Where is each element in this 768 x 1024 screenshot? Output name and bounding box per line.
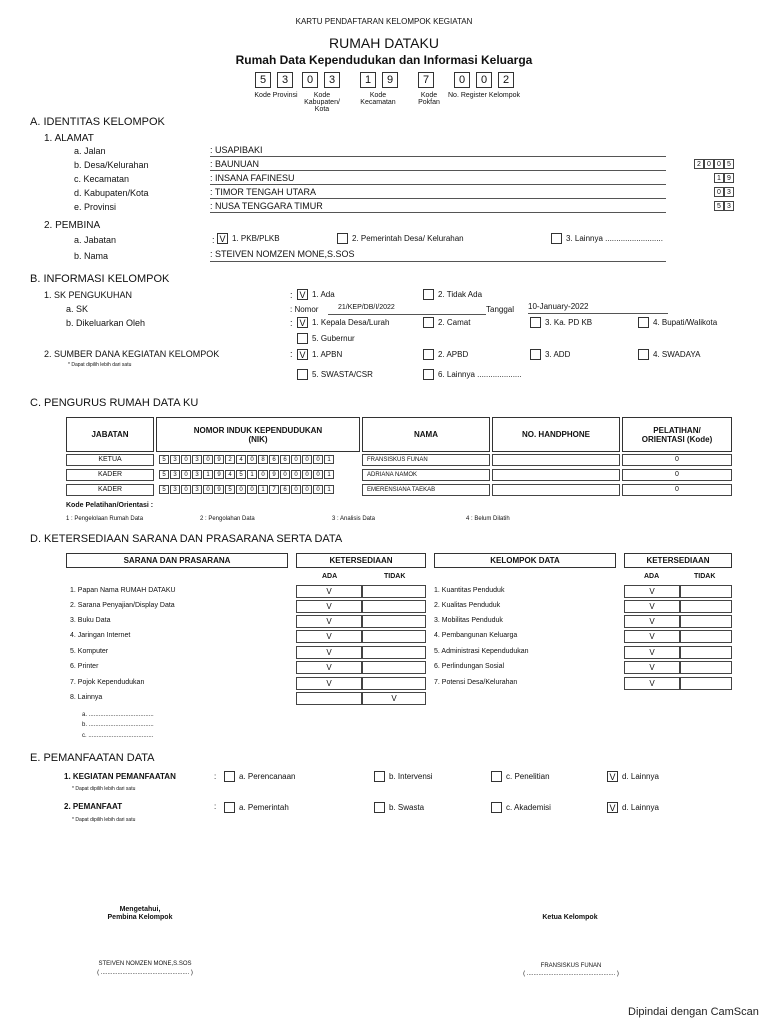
dikeluarkan-label: b. Dikeluarkan Oleh xyxy=(66,318,146,328)
nik-digit: 0 xyxy=(280,470,290,479)
pengurus-hp-0[interactable] xyxy=(492,454,620,466)
jabatan-label-1: 1. PKB/PLKB xyxy=(232,234,280,243)
reg-code-digit: 0 xyxy=(476,72,492,88)
pengurus-jabatan-1: KADER xyxy=(66,469,154,481)
kegiatan-checkbox-2[interactable] xyxy=(374,771,385,782)
label-kode-kecamatan: Kode Kecamatan xyxy=(360,92,396,106)
nik-digit: 9 xyxy=(214,485,224,494)
kelompok-tidak-3[interactable] xyxy=(680,630,732,643)
nik-digit: 0 xyxy=(291,470,301,479)
kode-item-1: 1 : Pengelolaan Rumah Data xyxy=(66,516,144,522)
nik-digit: 6 xyxy=(280,455,290,464)
nik-digit: 0 xyxy=(302,485,312,494)
alamat-code-1 xyxy=(694,159,734,169)
dikeluarkan-colon: : xyxy=(290,318,293,328)
nik-digit: 3 xyxy=(170,455,180,464)
dikeluarkan-checkbox-4[interactable] xyxy=(638,317,649,328)
nik-digit: 0 xyxy=(302,470,312,479)
label-kode-desa: Kode Pokfan xyxy=(418,92,440,106)
pemanfaat-label-3: c. Akademisi xyxy=(506,803,551,812)
nik-digit: 7 xyxy=(269,485,279,494)
dikeluarkan-checkbox-5[interactable] xyxy=(297,333,308,344)
nik-digit: 9 xyxy=(269,470,279,479)
nik-digit: 1 xyxy=(324,455,334,464)
nama-label: b. Nama xyxy=(74,251,109,261)
pemanfaat-colon: : xyxy=(214,802,217,811)
kegiatan-note: * Dapat dipilih lebih dari satu xyxy=(72,786,136,792)
pembina-nama-field[interactable]: : STEIVEN NOMZEN MONE,S.SOS xyxy=(210,249,666,262)
header-jabatan: JABATAN xyxy=(66,417,154,452)
dana-checkbox-2[interactable] xyxy=(423,349,434,360)
sarana-ada-2[interactable]: V xyxy=(296,615,362,628)
pengurus-hp-2[interactable] xyxy=(492,484,620,496)
nik-digit: 6 xyxy=(280,485,290,494)
nik-digit: 0 xyxy=(291,455,301,464)
sig-left-line2: Pembina Kelompok xyxy=(107,914,173,921)
nik-digit: 0 xyxy=(291,485,301,494)
kelompok-label-2: 3. Mobilitas Penduduk xyxy=(434,617,503,624)
nik-digit: 1 xyxy=(203,470,213,479)
form-title: KARTU PENDAFTARAN KELOMPOK KEGIATAN xyxy=(295,17,473,26)
sig-right-dots: ( ..................................................... ) xyxy=(523,971,619,977)
dana-checkbox-4[interactable] xyxy=(638,349,649,360)
lainnya-c: c. ....................................... xyxy=(82,733,154,739)
dikeluarkan-checkbox-1[interactable]: V xyxy=(297,317,308,328)
nik-digit: 5 xyxy=(159,485,169,494)
alamat-label-4: e. Provinsi xyxy=(74,202,117,212)
kegiatan-checkbox-1[interactable] xyxy=(224,771,235,782)
kelompok-tidak-2[interactable] xyxy=(680,615,732,628)
ada-label-left: ADA xyxy=(322,573,338,580)
pengurus-jabatan-2: KADER xyxy=(66,484,154,496)
alamat-code-digit: 1 xyxy=(714,173,724,183)
dana-label-3: 3. ADD xyxy=(545,350,571,359)
sarana-tidak-1[interactable] xyxy=(362,600,426,613)
header-kelompok-data: KELOMPOK DATA xyxy=(434,553,616,568)
alamat-title: 1. ALAMAT xyxy=(44,133,94,144)
nik-digit: 5 xyxy=(159,470,169,479)
dana-label-5: 5. SWASTA/CSR xyxy=(312,370,373,379)
pemanfaat-checkbox-1[interactable] xyxy=(224,802,235,813)
kode-item-4: 4 : Belum Dilatih xyxy=(466,516,510,522)
sarana-label-7: 8. Lainnya xyxy=(70,694,103,701)
label-kode-provinsi: Kode Provinsi xyxy=(254,92,298,99)
section-c-title: C. PENGURUS RUMAH DATA KU xyxy=(30,397,199,409)
dikeluarkan-label-1: 1. Kepala Desa/Lurah xyxy=(312,318,390,327)
dana-checkbox-1[interactable]: V xyxy=(297,349,308,360)
kelompok-ada-5[interactable]: V xyxy=(624,661,680,674)
sarana-ada-6[interactable]: V xyxy=(296,677,362,690)
tidak-label-right: TIDAK xyxy=(694,573,716,580)
pembina-title: 2. PEMBINA xyxy=(44,220,101,231)
sarana-tidak-6[interactable] xyxy=(362,677,426,690)
alamat-code-digit: 5 xyxy=(714,201,724,211)
nik-digit: 6 xyxy=(269,455,279,464)
nik-digit: 3 xyxy=(192,470,202,479)
nik-digit: 0 xyxy=(313,455,323,464)
kelompok-ada-1[interactable]: V xyxy=(624,600,680,613)
alamat-value-1[interactable]: : BAUNUAN xyxy=(210,159,666,171)
kegiatan-checkbox-3[interactable] xyxy=(491,771,502,782)
header-hp: NO. HANDPHONE xyxy=(492,417,620,452)
nik-digit: 9 xyxy=(214,455,224,464)
sarana-label-2: 3. Buku Data xyxy=(70,617,111,624)
section-e-title: E. PEMANFAATAN DATA xyxy=(30,752,155,764)
kegiatan-label-2: b. Intervensi xyxy=(389,772,433,781)
sarana-label-3: 4. Jaringan Internet xyxy=(70,632,131,639)
kelompok-label-6: 7. Potensi Desa/Kelurahan xyxy=(434,679,518,686)
nik-digit: 0 xyxy=(181,455,191,464)
reg-code-digit: 3 xyxy=(324,72,340,88)
dana-label-1: 1. APBN xyxy=(312,350,343,359)
kelompok-ada-6[interactable]: V xyxy=(624,677,680,690)
nik-digit: 2 xyxy=(225,455,235,464)
lainnya-a: a. ....................................... xyxy=(82,712,154,718)
kelompok-label-1: 2. Kualitas Penduduk xyxy=(434,602,501,609)
pengurus-nik-0 xyxy=(159,455,335,464)
reg-code-digit: 0 xyxy=(454,72,470,88)
kelompok-ada-3[interactable]: V xyxy=(624,630,680,643)
kelompok-tidak-4[interactable] xyxy=(680,646,732,659)
nik-digit: 1 xyxy=(247,470,257,479)
sarana-label-4: 5. Komputer xyxy=(70,648,109,655)
reg-code-desa xyxy=(418,72,440,88)
sarana-tidak-7[interactable]: V xyxy=(362,692,426,705)
jabatan-label-3: 3. Lainnya .......................... xyxy=(566,234,663,243)
sarana-label-6: 7. Pojok Kependudukan xyxy=(70,679,145,686)
nik-digit: 3 xyxy=(170,485,180,494)
jabatan-checkbox-3[interactable] xyxy=(551,233,562,244)
nik-digit: 5 xyxy=(236,470,246,479)
sarana-ada-0[interactable]: V xyxy=(296,585,362,598)
dana-label-4: 4. SWADAYA xyxy=(653,350,701,359)
kegiatan-colon: : xyxy=(214,772,217,781)
alamat-code-digit: 2 xyxy=(694,159,704,169)
pemanfaat-checkbox-4[interactable]: V xyxy=(607,802,618,813)
section-a-title: A. IDENTITAS KELOMPOK xyxy=(30,116,165,128)
pemanfaat-title: 2. PEMANFAAT xyxy=(64,802,123,811)
dana-label-6: 6. Lainnya .................... xyxy=(438,370,522,379)
nik-digit: 4 xyxy=(236,455,246,464)
alamat-code-digit: 9 xyxy=(724,173,734,183)
nik-digit: 4 xyxy=(225,470,235,479)
sarana-label-1: 2. Sarana Penyajian/Display Data xyxy=(70,602,175,609)
pengurus-nama-0: FRANSISKUS FUNAN xyxy=(362,454,490,466)
sk-colon: : xyxy=(290,290,293,300)
pengurus-nik-2 xyxy=(159,485,335,494)
pemanfaat-label-2: b. Swasta xyxy=(389,803,425,812)
alamat-value-3[interactable]: : TIMOR TENGAH UTARA xyxy=(210,187,666,199)
alamat-code-digit: 0 xyxy=(704,159,714,169)
label-no-register: No. Register Kelompok xyxy=(448,92,520,99)
alamat-code-digit: 0 xyxy=(714,187,724,197)
pemanfaat-checkbox-3[interactable] xyxy=(491,802,502,813)
header-ketersediaan-data: KETERSEDIAAN xyxy=(624,553,732,568)
header-pelatihan: PELATIHAN/ ORIENTASI (Kode) xyxy=(622,417,732,452)
alamat-label-1: b. Desa/Kelurahan xyxy=(74,160,149,170)
dana-checkbox-5[interactable] xyxy=(297,369,308,380)
dana-title: 2. SUMBER DANA KEGIATAN KELOMPOK xyxy=(44,349,220,359)
lainnya-b: b. ....................................... xyxy=(82,722,154,728)
nik-digit: 3 xyxy=(170,470,180,479)
kegiatan-label-3: c. Penelitian xyxy=(506,772,550,781)
jabatan-checkbox-1[interactable]: V xyxy=(217,233,228,244)
alamat-label-2: c. Kecamatan xyxy=(74,174,130,184)
alamat-code-digit: 3 xyxy=(724,187,734,197)
nik-digit: 0 xyxy=(313,470,323,479)
reg-code-digit: 3 xyxy=(277,72,293,88)
pengurus-hp-1[interactable] xyxy=(492,469,620,481)
kelompok-label-4: 5. Administrasi Kependudukan xyxy=(434,648,529,655)
pemanfaat-label-1: a. Pemerintah xyxy=(239,803,289,812)
sarana-ada-1[interactable]: V xyxy=(296,600,362,613)
pengurus-kode-1: 0 xyxy=(622,469,732,481)
kelompok-label-0: 1. Kuantitas Penduduk xyxy=(434,587,505,594)
sarana-ada-3[interactable]: V xyxy=(296,630,362,643)
alamat-code-4 xyxy=(714,201,734,211)
reg-code-digit: 9 xyxy=(382,72,398,88)
dikeluarkan-checkbox-3[interactable] xyxy=(530,317,541,328)
sarana-tidak-4[interactable] xyxy=(362,646,426,659)
kelompok-ada-2[interactable]: V xyxy=(624,615,680,628)
header-nama: NAMA xyxy=(362,417,490,452)
sarana-ada-5[interactable]: V xyxy=(296,661,362,674)
kegiatan-label-4: d. Lainnya xyxy=(622,772,659,781)
alamat-value-0[interactable]: : USAPIBAKI xyxy=(210,145,666,157)
reg-code-kab xyxy=(302,72,346,88)
nik-digit: 8 xyxy=(258,455,268,464)
dikeluarkan-checkbox-2[interactable] xyxy=(423,317,434,328)
pengurus-kode-0: 0 xyxy=(622,454,732,466)
nik-digit: 0 xyxy=(181,470,191,479)
sig-left-dots: ( ..................................................... ) xyxy=(97,970,193,976)
header-ketersediaan-sarana: KETERSEDIAAN xyxy=(296,553,426,568)
nik-digit: 0 xyxy=(258,470,268,479)
kode-pelatihan-title: Kode Pelatihan/Orientasi : xyxy=(66,502,154,509)
dikeluarkan-label-5: 5. Gubernur xyxy=(312,334,355,343)
sarana-tidak-5[interactable] xyxy=(362,661,426,674)
dana-colon: : xyxy=(290,349,293,359)
kelompok-label-5: 6. Perlindungan Sosial xyxy=(434,663,505,670)
jabatan-colon: : xyxy=(212,235,215,245)
tidak-label-left: TIDAK xyxy=(384,573,406,580)
dana-checkbox-6[interactable] xyxy=(423,369,434,380)
main-title: RUMAH DATAKU xyxy=(329,35,439,51)
nik-digit: 3 xyxy=(192,485,202,494)
pengurus-nama-1: ADRIANA NAMOK xyxy=(362,469,490,481)
kegiatan-title: 1. KEGIATAN PEMANFAATAN xyxy=(64,772,176,781)
kelompok-tidak-5[interactable] xyxy=(680,661,732,674)
pemanfaat-label-4: d. Lainnya xyxy=(622,803,659,812)
ada-label-right: ADA xyxy=(644,573,660,580)
sk-ada-label: 1. Ada xyxy=(312,290,335,299)
kegiatan-checkbox-4[interactable]: V xyxy=(607,771,618,782)
nik-digit: 0 xyxy=(203,485,213,494)
sig-right-title: Ketua Kelompok xyxy=(542,914,598,921)
kelompok-tidak-1[interactable] xyxy=(680,600,732,613)
dikeluarkan-label-2: 2. Camat xyxy=(438,318,471,327)
reg-code-reg xyxy=(454,72,520,88)
alamat-code-digit: 0 xyxy=(714,159,724,169)
nomor-label: : Nomor xyxy=(290,305,319,314)
pengurus-jabatan-0: KETUA xyxy=(66,454,154,466)
dana-checkbox-3[interactable] xyxy=(530,349,541,360)
alamat-code-digit: 3 xyxy=(724,201,734,211)
nik-digit: 0 xyxy=(181,485,191,494)
nik-digit: 0 xyxy=(247,485,257,494)
sig-right-name: FRANSISKUS FUNAN xyxy=(540,963,602,969)
nik-digit: 9 xyxy=(214,470,224,479)
kelompok-tidak-6[interactable] xyxy=(680,677,732,690)
alamat-code-3 xyxy=(714,187,734,197)
kode-item-3: 3 : Analisis Data xyxy=(332,516,376,522)
sk-tidak-ada-label: 2. Tidak Ada xyxy=(438,290,483,299)
jabatan-label-2: 2. Pemerintah Desa/ Kelurahan xyxy=(352,234,464,243)
reg-code-digit: 0 xyxy=(302,72,318,88)
kelompok-ada-0[interactable]: V xyxy=(624,585,680,598)
sig-left-name: STEIVEN NOMZEN MONE,S.SOS xyxy=(98,961,192,967)
tanggal-label: Tanggal xyxy=(486,305,515,314)
sarana-ada-4[interactable]: V xyxy=(296,646,362,659)
subtitle: Rumah Data Kependudukan dan Informasi Keluarga xyxy=(235,53,533,67)
nik-digit: 5 xyxy=(225,485,235,494)
alamat-label-3: d. Kabupaten/Kota xyxy=(74,188,149,198)
sarana-ada-7[interactable] xyxy=(296,692,362,705)
nik-digit: 0 xyxy=(313,485,323,494)
jabatan-label: a. Jabatan xyxy=(74,235,117,245)
reg-code-digit: 1 xyxy=(360,72,376,88)
sig-left-line1: Mengetahui, xyxy=(119,906,161,913)
dana-label-2: 2. APBD xyxy=(438,350,469,359)
nik-digit: 3 xyxy=(192,455,202,464)
reg-code-kec xyxy=(360,72,404,88)
alamat-code-digit: 5 xyxy=(724,159,734,169)
nik-digit: 1 xyxy=(324,485,334,494)
camscanner-watermark: Dipindai dengan CamScan xyxy=(628,1006,759,1018)
nik-digit: 0 xyxy=(247,455,257,464)
sarana-label-5: 6. Printer xyxy=(70,663,99,670)
kelompok-label-3: 4. Pembangunan Keluarga xyxy=(434,632,518,639)
pemanfaat-note: * Dapat dipilih lebih dari satu xyxy=(72,817,136,823)
kode-item-2: 2 : Pengolahan Data xyxy=(200,516,255,522)
sk-title: 1. SK PENGUKUHAN xyxy=(44,290,133,300)
nik-digit: 0 xyxy=(203,455,213,464)
sarana-tidak-2[interactable] xyxy=(362,615,426,628)
label-kode-kabupaten: Kode Kabupaten/ Kota xyxy=(304,92,340,113)
sarana-tidak-3[interactable] xyxy=(362,630,426,643)
reg-code-digit: 5 xyxy=(255,72,271,88)
pengurus-nik-1 xyxy=(159,470,335,479)
jabatan-checkbox-2[interactable] xyxy=(337,233,348,244)
nik-digit: 0 xyxy=(302,455,312,464)
alamat-value-4[interactable]: : NUSA TENGGARA TIMUR xyxy=(210,201,666,213)
header-sarana: SARANA DAN PRASARANA xyxy=(66,553,288,568)
sk-tidak-ada-checkbox[interactable] xyxy=(423,289,434,300)
reg-code-prov xyxy=(255,72,299,88)
sk-nomor-field[interactable]: 21/KEP/DB/I/2022 xyxy=(328,304,486,315)
kelompok-ada-4[interactable]: V xyxy=(624,646,680,659)
reg-code-digit: 7 xyxy=(418,72,434,88)
kelompok-tidak-0[interactable] xyxy=(680,585,732,598)
dikeluarkan-label-3: 3. Ka. PD KB xyxy=(545,318,593,327)
reg-code-digit: 2 xyxy=(498,72,514,88)
section-d-title: D. KETERSEDIAAN SARANA DAN PRASARANA SERTA DATA xyxy=(30,533,343,545)
kegiatan-label-1: a. Perencanaan xyxy=(239,772,296,781)
sk-tanggal-field[interactable]: 10-January-2022 xyxy=(528,302,668,314)
nik-digit: 1 xyxy=(258,485,268,494)
nik-digit: 0 xyxy=(236,485,246,494)
alamat-code-2 xyxy=(714,173,734,183)
nik-digit: 5 xyxy=(159,455,169,464)
nik-digit: 1 xyxy=(324,470,334,479)
alamat-label-0: a. Jalan xyxy=(74,146,106,156)
alamat-value-2[interactable]: : INSANA FAFINESU xyxy=(210,173,666,185)
sk-label: a. SK xyxy=(66,304,89,314)
sk-ada-checkbox[interactable]: V xyxy=(297,289,308,300)
section-b-title: B. INFORMASI KELOMPOK xyxy=(30,273,170,285)
dikeluarkan-label-4: 4. Bupati/Walikota xyxy=(653,318,718,327)
sarana-label-0: 1. Papan Nama RUMAH DATAKU xyxy=(70,587,176,594)
header-nik: NOMOR INDUK KEPENDUDUKAN (NIK) xyxy=(156,417,360,452)
pemanfaat-checkbox-2[interactable] xyxy=(374,802,385,813)
pengurus-kode-2: 0 xyxy=(622,484,732,496)
dana-note: * Dapat dipilih lebih dari satu xyxy=(68,362,132,368)
pengurus-nama-2: EMERENSIANA TAEKAB xyxy=(362,484,490,496)
sarana-tidak-0[interactable] xyxy=(362,585,426,598)
